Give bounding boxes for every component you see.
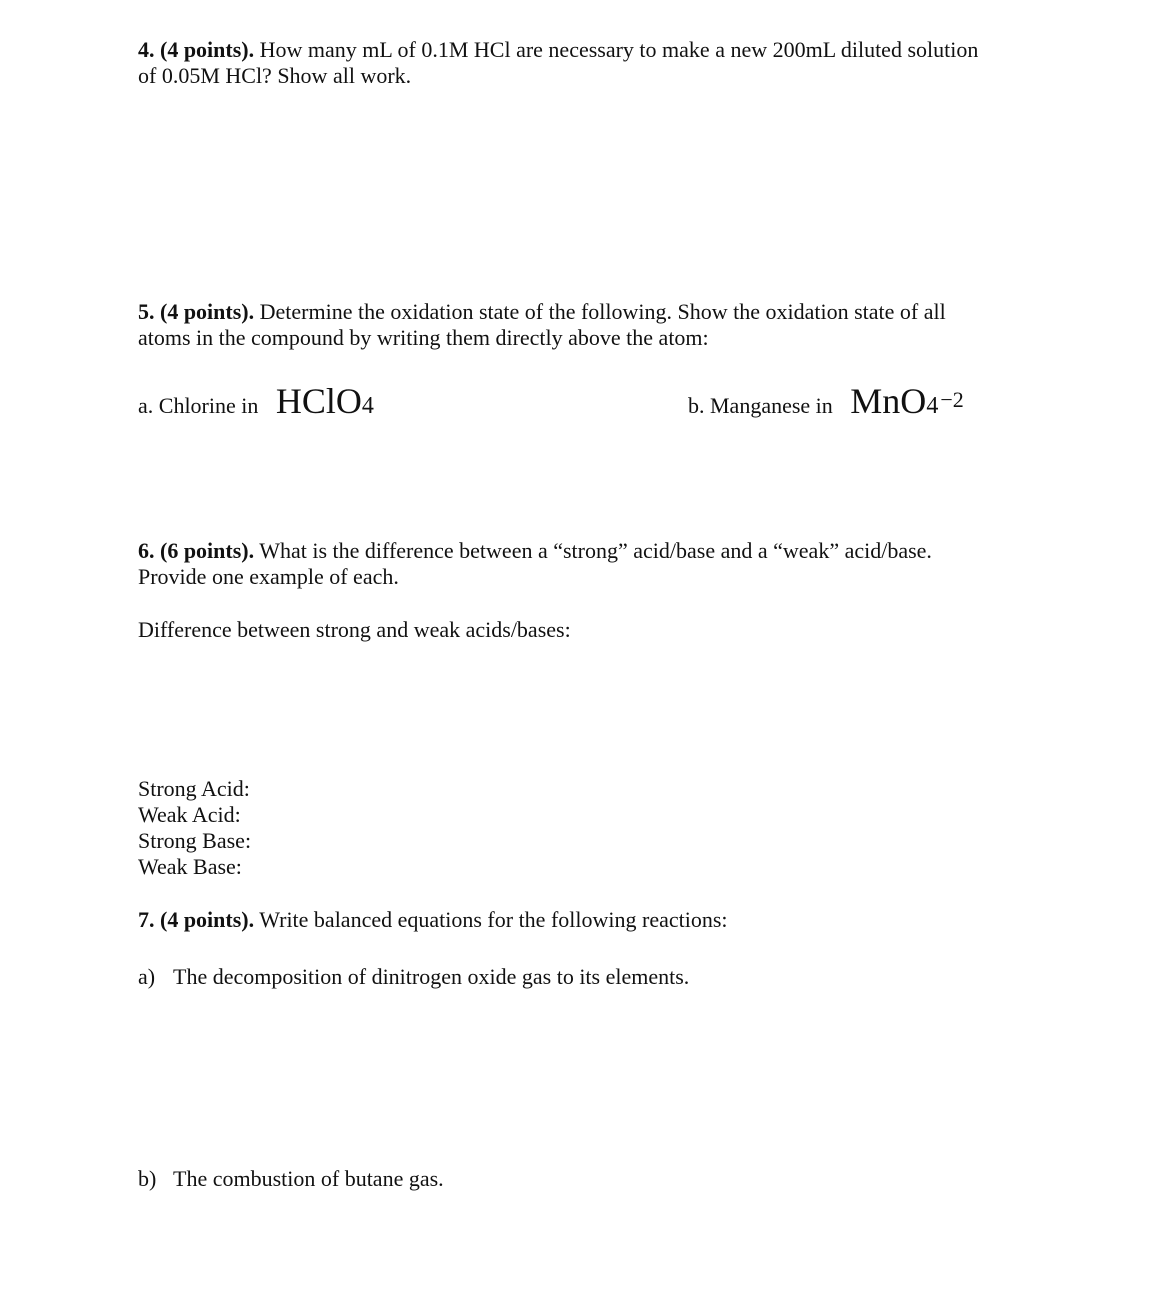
question-5-part-b	[688, 376, 964, 431]
formula-mno4-charge: −2	[940, 387, 964, 412]
question-4-number: 4. (4 points).	[138, 37, 255, 62]
part-a-marker: a)	[138, 964, 156, 989]
difference-prompt	[138, 617, 571, 643]
question-5	[138, 299, 946, 351]
formula-hclo4	[276, 381, 374, 421]
question-6-number: 6. (6 points).	[138, 538, 255, 563]
question-4	[138, 37, 978, 89]
question-5-number: 5. (4 points).	[138, 299, 255, 324]
question-7-text: Write balanced equations for the following reactions:	[254, 907, 728, 932]
difference-prompt-text: Difference between strong and weak acids/bases:	[138, 617, 571, 642]
example-strong-acid: Strong Acid:	[138, 776, 250, 801]
question-7-line-1	[138, 907, 728, 933]
question-7	[138, 907, 728, 933]
part-b-label: b. Manganese in	[688, 393, 833, 418]
question-4-line-1	[138, 37, 978, 63]
question-4-text: How many mL of 0.1M HCl are necessary to make a new 200mL diluted solution	[254, 37, 979, 62]
question-7-part-b	[138, 1166, 444, 1192]
question-6	[138, 538, 932, 590]
question-6-line-2: Provide one example of each.	[138, 564, 399, 589]
formula-mno4-subscript: 4	[926, 393, 939, 419]
question-7-number: 7. (4 points).	[138, 907, 255, 932]
example-weak-base: Weak Base:	[138, 854, 242, 879]
part-a-label: a. Chlorine in	[138, 393, 259, 418]
part-b-marker: b)	[138, 1166, 157, 1191]
formula-mno4-main: MnO	[850, 381, 927, 421]
part-b-text: The combustion of butane gas.	[173, 1166, 444, 1191]
example-weak-acid: Weak Acid:	[138, 802, 241, 827]
formula-mno4	[850, 381, 964, 421]
question-6-line-1	[138, 538, 932, 564]
question-6-text: What is the difference between a “strong” acid/base and a “weak” acid/base.	[254, 538, 932, 563]
formula-hclo4-main: HClO	[275, 381, 362, 421]
example-strong-base: Strong Base:	[138, 828, 252, 853]
question-5-part-a	[138, 376, 374, 431]
question-5-text: Determine the oxidation state of the following. Show the oxidation state of all	[254, 299, 946, 324]
formula-hclo4-subscript: 4	[361, 393, 374, 419]
part-a-text: The decomposition of dinitrogen oxide gas to its elements.	[173, 964, 690, 989]
question-5-line-2: atoms in the compound by writing them directly above the atom:	[138, 325, 709, 350]
question-5-line-1	[138, 299, 946, 325]
examples-list	[138, 776, 251, 880]
question-4-line-2: of 0.05M HCl? Show all work.	[138, 63, 412, 88]
question-7-part-a	[138, 964, 689, 990]
